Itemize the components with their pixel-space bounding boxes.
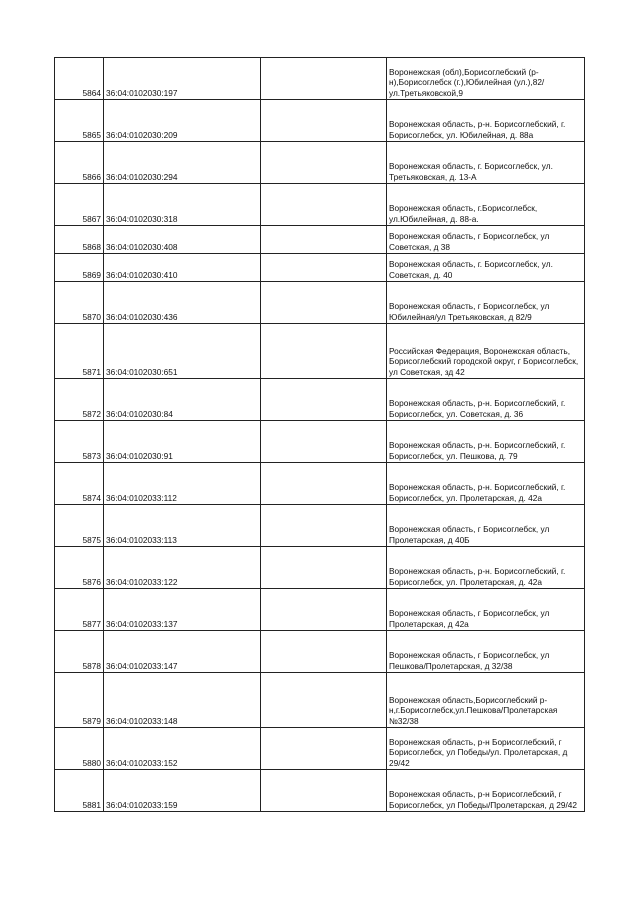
row-number-cell: 5878 [55, 631, 104, 673]
address-cell: Воронежская область, р-н. Борисоглебский, г. Борисоглебск, ул. Советская, д. 36 [387, 379, 585, 421]
table-row [55, 547, 585, 589]
cadastral-number-cell: 36:04:0102033:152 [104, 728, 261, 770]
cadastral-number-cell: 36:04:0102033:148 [104, 673, 261, 728]
row-number-cell: 5867 [55, 184, 104, 226]
address-cell: Воронежская (обл),Борисоглебский (р-н),Борисоглебск (г.),Юбилейная (ул.),82/ул.Третьяковской,9 [387, 58, 585, 100]
cadastral-number-cell: 36:04:0102030:318 [104, 184, 261, 226]
address-cell: Российская Федерация, Воронежская область, Борисоглебский городской округ, г Борисоглебск, ул Советская, зд 42 [387, 324, 585, 379]
row-number-cell: 5873 [55, 421, 104, 463]
empty-cell [261, 770, 387, 812]
address-cell: Воронежская область, р-н. Борисоглебский, г. Борисоглебск, ул. Пролетарская, д. 42а [387, 547, 585, 589]
cadastral-number-cell: 36:04:0102030:436 [104, 282, 261, 324]
address-cell: Воронежская область, г Борисоглебск, ул Юбилейная/ул Третьяковская, д 82/9 [387, 282, 585, 324]
empty-cell [261, 728, 387, 770]
cadastral-number-cell: 36:04:0102030:294 [104, 142, 261, 184]
empty-cell [261, 142, 387, 184]
table-row [55, 142, 585, 184]
address-cell: Воронежская область, р-н. Борисоглебский, г. Борисоглебск, ул. Юбилейная, д. 88а [387, 100, 585, 142]
table-row [55, 184, 585, 226]
table-row [55, 728, 585, 770]
empty-cell [261, 505, 387, 547]
address-cell: Воронежская область, г. Борисоглебск, ул. Третьяковская, д. 13-А [387, 142, 585, 184]
table-row [55, 589, 585, 631]
address-cell: Воронежская область, р-н. Борисоглебский, г. Борисоглебск, ул. Пролетарская, д. 42а [387, 463, 585, 505]
row-number-cell: 5866 [55, 142, 104, 184]
empty-cell [261, 100, 387, 142]
table-row [55, 58, 585, 100]
table-row [55, 421, 585, 463]
empty-cell [261, 282, 387, 324]
cadastral-number-cell: 36:04:0102030:91 [104, 421, 261, 463]
empty-cell [261, 589, 387, 631]
address-cell: Воронежская область, р-н Борисоглебский, г Борисоглебск, ул Победы/ул. Пролетарская, д 29/42 [387, 728, 585, 770]
cadastral-number-cell: 36:04:0102033:112 [104, 463, 261, 505]
row-number-cell: 5870 [55, 282, 104, 324]
address-cell: Воронежская область, г Борисоглебск, ул Пешкова/Пролетарская, д 32/38 [387, 631, 585, 673]
empty-cell [261, 226, 387, 254]
cadastral-number-cell: 36:04:0102030:209 [104, 100, 261, 142]
table-row [55, 254, 585, 282]
address-cell: Воронежская область, г. Борисоглебск, ул. Советская, д. 40 [387, 254, 585, 282]
empty-cell [261, 324, 387, 379]
row-number-cell: 5881 [55, 770, 104, 812]
property-registry-table [54, 57, 585, 812]
cadastral-number-cell: 36:04:0102033:147 [104, 631, 261, 673]
cadastral-number-cell: 36:04:0102033:137 [104, 589, 261, 631]
row-number-cell: 5864 [55, 58, 104, 100]
address-cell: Воронежская область, г Борисоглебск, ул Пролетарская, д 40Б [387, 505, 585, 547]
address-cell: Воронежская область,Борисоглебский р-н,г.Борисоглебск,ул.Пешкова/Пролетарская №32/38 [387, 673, 585, 728]
row-number-cell: 5879 [55, 673, 104, 728]
table-row [55, 631, 585, 673]
empty-cell [261, 184, 387, 226]
empty-cell [261, 673, 387, 728]
empty-cell [261, 421, 387, 463]
empty-cell [261, 547, 387, 589]
row-number-cell: 5872 [55, 379, 104, 421]
row-number-cell: 5875 [55, 505, 104, 547]
empty-cell [261, 58, 387, 100]
row-number-cell: 5868 [55, 226, 104, 254]
registry-table-body [55, 58, 585, 812]
row-number-cell: 5874 [55, 463, 104, 505]
address-cell: Воронежская область, р-н. Борисоглебский, г. Борисоглебск, ул. Пешкова, д. 79 [387, 421, 585, 463]
cadastral-number-cell: 36:04:0102030:651 [104, 324, 261, 379]
table-row [55, 770, 585, 812]
row-number-cell: 5871 [55, 324, 104, 379]
cadastral-number-cell: 36:04:0102033:159 [104, 770, 261, 812]
row-number-cell: 5876 [55, 547, 104, 589]
table-row [55, 226, 585, 254]
empty-cell [261, 463, 387, 505]
cadastral-number-cell: 36:04:0102030:197 [104, 58, 261, 100]
cadastral-number-cell: 36:04:0102030:408 [104, 226, 261, 254]
row-number-cell: 5877 [55, 589, 104, 631]
empty-cell [261, 254, 387, 282]
address-cell: Воронежская область, р-н Борисоглебский, г Борисоглебск, ул Победы/Пролетарская, д 29/42 [387, 770, 585, 812]
row-number-cell: 5869 [55, 254, 104, 282]
table-row [55, 324, 585, 379]
table-row [55, 463, 585, 505]
table-row [55, 282, 585, 324]
table-row [55, 100, 585, 142]
row-number-cell: 5880 [55, 728, 104, 770]
table-row [55, 673, 585, 728]
table-row [55, 505, 585, 547]
cadastral-number-cell: 36:04:0102030:84 [104, 379, 261, 421]
cadastral-number-cell: 36:04:0102033:122 [104, 547, 261, 589]
cadastral-number-cell: 36:04:0102033:113 [104, 505, 261, 547]
address-cell: Воронежская область, г Борисоглебск, ул Пролетарская, д 42а [387, 589, 585, 631]
empty-cell [261, 379, 387, 421]
cadastral-number-cell: 36:04:0102030:410 [104, 254, 261, 282]
row-number-cell: 5865 [55, 100, 104, 142]
address-cell: Воронежская область, г.Борисоглебск, ул.Юбилейная, д. 88-а. [387, 184, 585, 226]
address-cell: Воронежская область, г Борисоглебск, ул Советская, д 38 [387, 226, 585, 254]
table-row [55, 379, 585, 421]
empty-cell [261, 631, 387, 673]
